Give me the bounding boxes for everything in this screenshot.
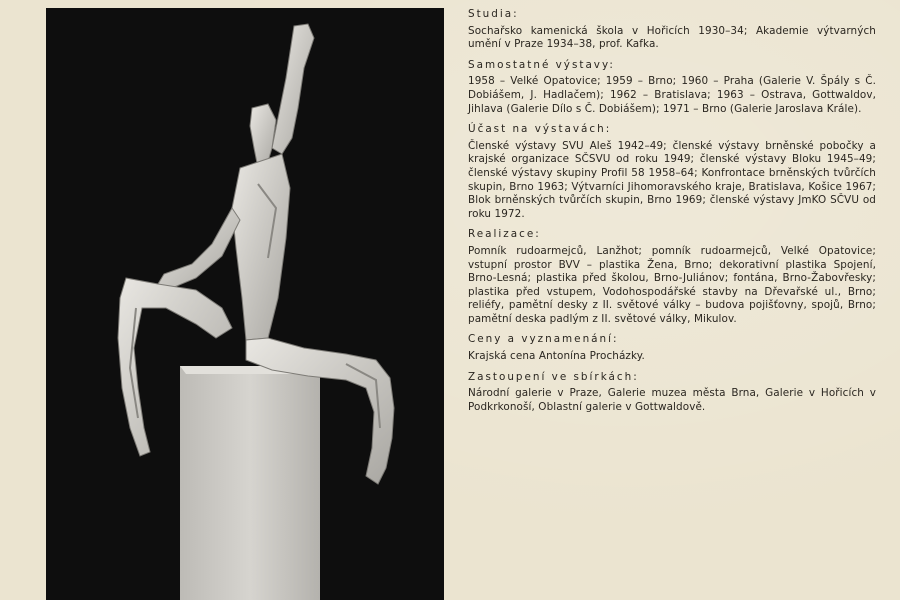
section-text: Členské výstavy SVU Aleš 1942–49; členské výstavy brněnské pobočky a krajské organizace SČSVU od roku 1949; členské výstavy Bloku 1945–49; členské výstavy skupiny Profil 58 1958–64; Konfrontace brněnských tvůrčích skupin, Brno 1963; Výtvarníci Jihomoravského kraje, Bratislava, Košice 1967; Blok brněnských tvůrčích skupin, Brno 1969; členské výstavy JmKO SČVU od roku 1972.	[468, 139, 876, 220]
section-heading: Zastoupení ve sbírkách:	[468, 370, 639, 383]
section-studies	[468, 8, 876, 52]
section-solo-exhibitions	[468, 59, 876, 116]
sculpture-illustration	[46, 8, 444, 600]
biography-text-column	[468, 8, 876, 421]
section-group-exhibitions	[468, 123, 876, 221]
section-text: Národní galerie v Praze, Galerie muzea města Brna, Galerie v Hořicích v Podkrkonoší, Oblastní galerie v Gottwaldově.	[468, 387, 876, 413]
section-heading: Účast na výstavách:	[468, 123, 612, 136]
section-awards	[468, 333, 876, 363]
section-heading: Ceny a vyznamenání:	[468, 333, 619, 346]
section-text: 1958 – Velké Opatovice; 1959 – Brno; 1960 – Praha (Galerie V. Špály s Č. Dobiášem, J. Hadlačem); 1962 – Bratislava; 1963 – Ostrava, Gottwaldov, Jihlava (Galerie Dílo s Č. Dobiášem); 1971 – Brno (Galerie Jaroslava Krále).	[468, 75, 876, 115]
section-heading: Realizace:	[468, 228, 541, 241]
section-collections	[468, 371, 876, 415]
section-text: Sochařsko kamenická škola v Hořicích 1930–34; Akademie výtvarných umění v Praze 1934–38, prof. Kafka.	[468, 24, 876, 51]
section-realizations	[468, 228, 876, 326]
pedestal	[180, 366, 320, 600]
section-text: Pomník rudoarmejců, Lanžhot; pomník rudoarmejců, Velké Opatovice; vstupní prostor BVV – plastika Žena, Brno; dekorativní plastika Spojení, Brno-Lesná; plastika před školou, Brno-Juliánov; fontána, Brno-Žabovřesky; plastika před vstupem, Vodohospodářské stavby na Dřevařské ul., Brno; reliéfy, pamětní desky z II. světové války – budova pojišťovny, spojů, Brno; pamětní deska padlým z II. světové války, Mikulov.	[468, 244, 876, 325]
section-text: Krajská cena Antonína Procházky.	[468, 350, 645, 363]
section-heading: Samostatné výstavy:	[468, 58, 615, 71]
section-heading: Studia:	[468, 8, 519, 20]
sculpture-photograph	[46, 8, 444, 600]
